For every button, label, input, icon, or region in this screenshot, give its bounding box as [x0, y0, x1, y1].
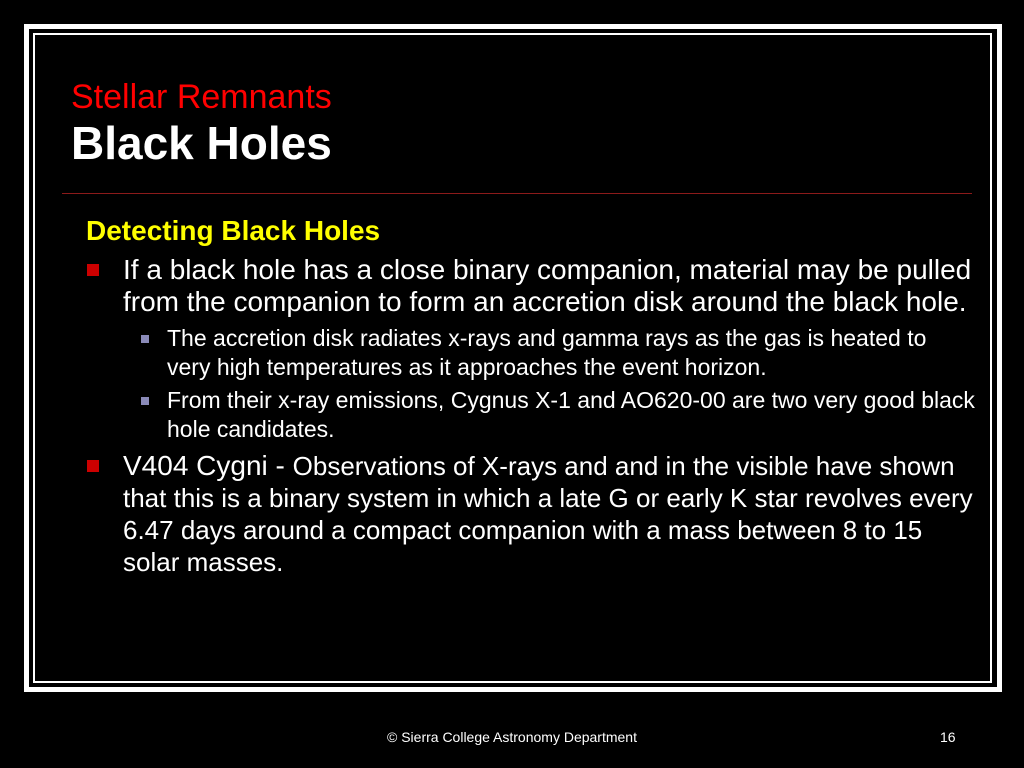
- bullet-item: [86, 254, 976, 318]
- sub-bullet-list: [86, 324, 976, 444]
- sub-bullet-item: [86, 324, 976, 382]
- slide-content: [86, 214, 976, 580]
- title-divider: [62, 193, 972, 194]
- slide-subtitle: Stellar Remnants: [71, 78, 332, 116]
- sub-bullet-text: From their x-ray emissions, Cygnus X-1 and AO620-00 are two very good black hole candidates.: [167, 387, 975, 442]
- bullet-item: [86, 450, 976, 578]
- square-bullet-icon: [141, 335, 149, 343]
- square-bullet-icon: [87, 460, 99, 472]
- square-bullet-icon: [141, 397, 149, 405]
- sub-bullet-text: The accretion disk radiates x-rays and gamma rays as the gas is heated to very high temperatures as it approaches the event horizon.: [167, 325, 927, 380]
- slide-title: Black Holes: [71, 117, 332, 169]
- bullet-text: If a black hole has a close binary companion, material may be pulled from the companion to form an accretion disk around the black hole.: [123, 254, 972, 317]
- page-number: 16: [940, 729, 956, 745]
- bullet-text: Observations of X-rays and and in the visible have shown that this is a binary system in which a late G or early K star revolves every 6.47 days around a compact companion with a mass between 8 to 15 solar masses.: [123, 451, 973, 577]
- footer-copyright: © Sierra College Astronomy Department: [387, 729, 637, 745]
- sub-bullet-item: [86, 386, 976, 444]
- square-bullet-icon: [87, 264, 99, 276]
- bullet-lead: V404 Cygni -: [123, 450, 293, 481]
- section-heading: Detecting Black Holes: [86, 215, 381, 246]
